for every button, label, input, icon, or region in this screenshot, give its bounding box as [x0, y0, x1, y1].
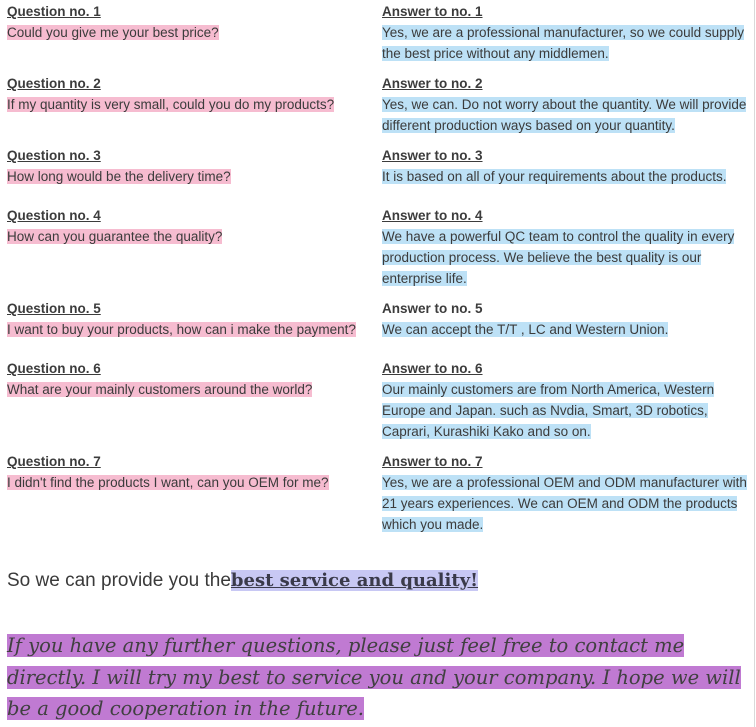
question-text: What are your mainly customers around the world?: [7, 382, 313, 397]
question-label: Question no. 7: [7, 454, 101, 469]
faq-item-3: [7, 146, 752, 206]
answer-label: Answer to no. 1: [382, 4, 483, 19]
faq-item-6: [7, 359, 752, 452]
faq-item-4: [7, 206, 752, 299]
answer-block: [382, 2, 752, 74]
answer-text: We have a powerful QC team to control the quality in every production process. We believe the best quality is our enterprise life.: [382, 229, 735, 286]
closing-lead-text: So we can provide you the: [7, 570, 231, 591]
faq-item-2: [7, 74, 752, 146]
question-text: I didn't find the products I want, can you OEM for me?: [7, 475, 329, 490]
answer-block: [382, 452, 752, 545]
question-label: Question no. 1: [7, 4, 101, 19]
answer-label: Answer to no. 5: [382, 301, 483, 316]
closing-highlight-text: best service and quality!: [230, 570, 479, 591]
answer-block: [382, 206, 752, 299]
answer-text: Yes, we are a professional OEM and ODM manufacturer with 21 years experiences. We can OEM and ODM the products which you made.: [382, 475, 747, 532]
faq-item-7: [7, 452, 752, 545]
question-text: If my quantity is very small, could you do my products?: [7, 97, 335, 112]
answer-label: Answer to no. 3: [382, 148, 483, 163]
question-block: [7, 452, 382, 545]
closing-message-text: If you have any further questions, please just feel free to contact me directly. I will try my best to service you and your company. I hope we will be a good cooperation in the future.: [7, 634, 741, 720]
answer-block: [382, 74, 752, 146]
question-block: [7, 299, 382, 359]
answer-block: [382, 359, 752, 452]
answer-label: Answer to no. 7: [382, 454, 483, 469]
answer-text: It is based on all of your requirements about the products.: [382, 169, 727, 184]
faq-item-1: [7, 2, 752, 74]
answer-label: Answer to no. 4: [382, 208, 483, 223]
question-text: How can you guarantee the quality?: [7, 229, 223, 244]
answer-text: Yes, we are a professional manufacturer, so we could supply the best price without any middlemen.: [382, 25, 744, 61]
question-label: Question no. 6: [7, 361, 101, 376]
answer-block: [382, 146, 752, 206]
faq-list: [7, 2, 752, 545]
answer-block: [382, 299, 752, 359]
answer-label: Answer to no. 6: [382, 361, 483, 376]
question-block: [7, 2, 382, 74]
question-label: Question no. 2: [7, 76, 101, 91]
question-text: I want to buy your products, how can i make the payment?: [7, 322, 356, 337]
question-label: Question no. 3: [7, 148, 101, 163]
question-text: Could you give me your best price?: [7, 25, 219, 40]
question-block: [7, 146, 382, 206]
question-block: [7, 74, 382, 146]
answer-text: Yes, we can. Do not worry about the quantity. We will provide different production ways based on your quantity.: [382, 97, 747, 133]
answer-label: Answer to no. 2: [382, 76, 483, 91]
closing-message: [7, 630, 752, 725]
answer-text: We can accept the T/T , LC and Western Union.: [382, 322, 669, 337]
faq-item-5: [7, 299, 752, 359]
question-block: [7, 206, 382, 299]
question-label: Question no. 5: [7, 301, 101, 316]
answer-text: Our mainly customers are from North America, Western Europe and Japan. such as Nvdia, Smart, 3D robotics, Caprari, Kurashiki Kako and so on.: [382, 382, 715, 439]
closing-statement: [7, 568, 478, 594]
question-block: [7, 359, 382, 452]
question-label: Question no. 4: [7, 208, 101, 223]
question-text: How long would be the delivery time?: [7, 169, 231, 184]
